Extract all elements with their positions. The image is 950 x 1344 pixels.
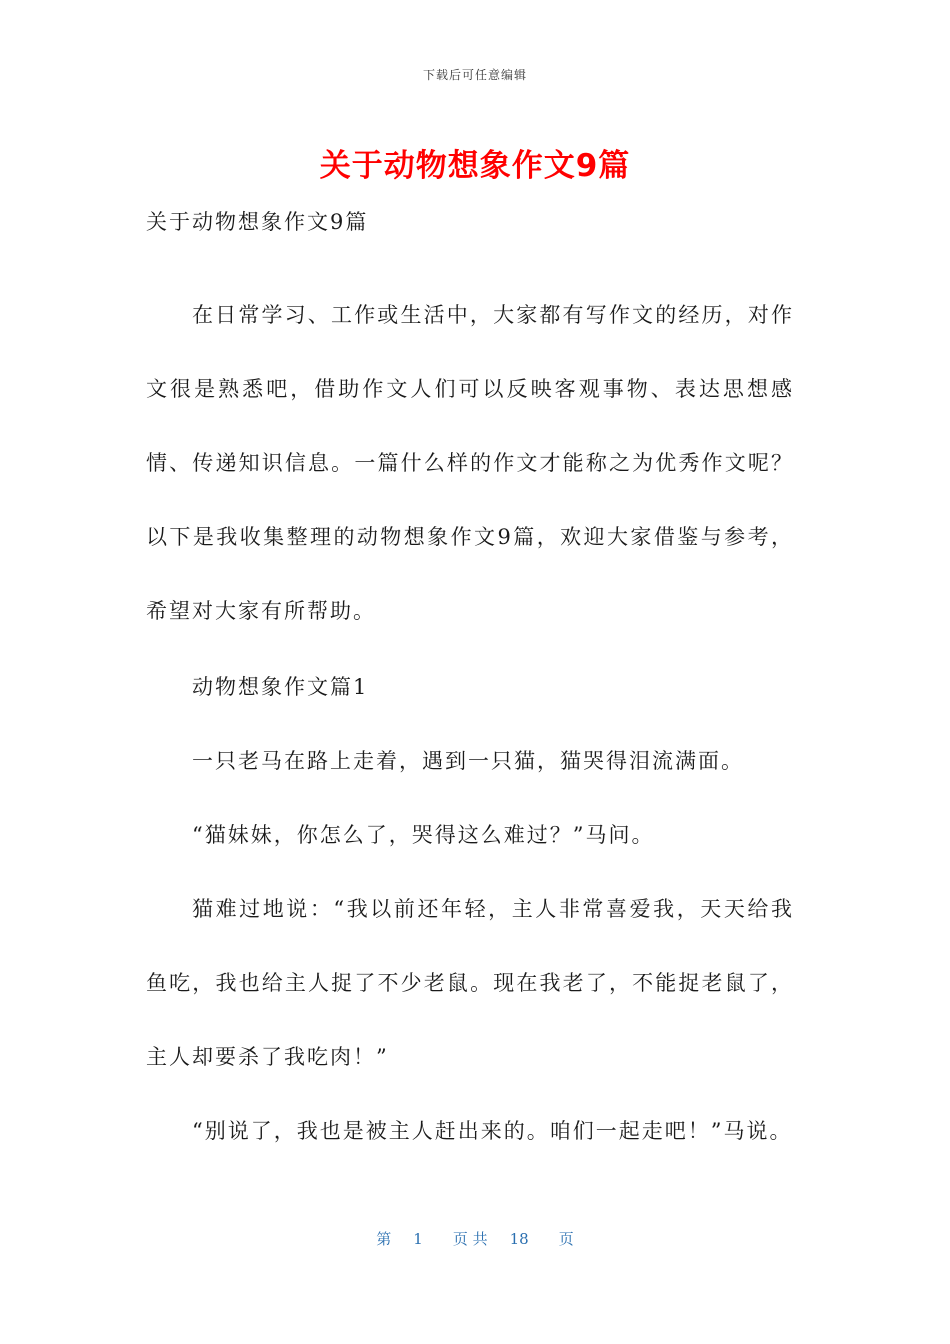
story-paragraph: 一只老马在路上走着，遇到一只猫，猫哭得泪流满面。 (192, 749, 744, 773)
story-paragraph: 猫难过地说：“我以前还年轻，主人非常喜爱我，天天给我鱼吃，我也给主人捉了不少老鼠。现在我老了，不能捉老鼠了，主人却要杀了我吃肉！” (146, 897, 794, 1069)
story-paragraph: “别说了，我也是被主人赶出来的。咱们一起走吧！”马说。 (192, 1119, 793, 1143)
header-note: 下载后可任意编辑 (422, 68, 527, 82)
page-label-prefix: 第 (376, 1230, 392, 1248)
document-subtitle: 关于动物想象作文9篇 (146, 210, 369, 234)
total-pages-number: 18 (509, 1230, 529, 1248)
page-footer (0, 1228, 950, 1249)
page-label-mid: 页 共 (452, 1230, 488, 1248)
current-page-number: 1 (413, 1230, 423, 1248)
document-title: 关于动物想象作文9篇 (319, 148, 631, 184)
page-label-suffix: 页 (558, 1230, 574, 1248)
intro-paragraph: 在日常学习、工作或生活中，大家都有写作文的经历，对作文很是熟悉吧，借助作文人们可以反映客观事物、表达思想感情、传递知识信息。一篇什么样的作文才能称之为优秀作文呢？以下是我收集整理的动物想象作文9篇，欢迎大家借鉴与参考，希望对大家有所帮助。 (146, 303, 794, 623)
story-paragraph: “猫妹妹，你怎么了，哭得这么难过？”马问。 (192, 823, 655, 847)
section-heading: 动物想象作文篇1 (192, 675, 369, 699)
